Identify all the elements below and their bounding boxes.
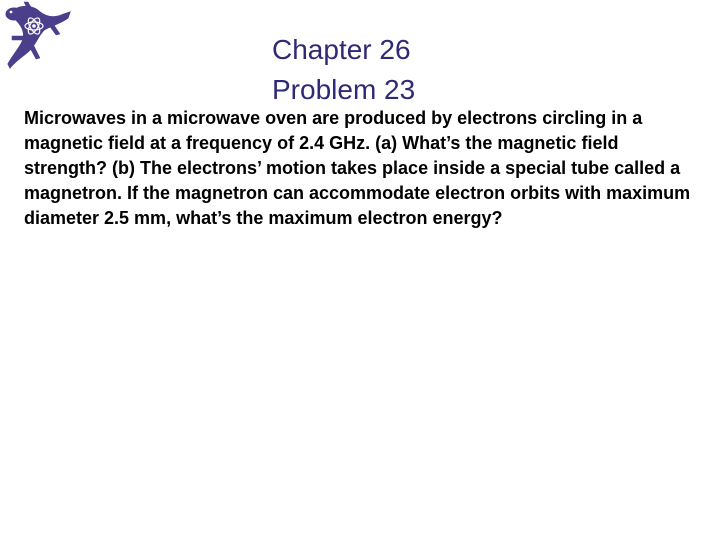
lizard-atom-logo-icon — [0, 0, 78, 78]
slide-title — [272, 30, 592, 110]
title-problem: Problem 23 — [272, 74, 416, 105]
problem-statement: Microwaves in a microwave oven are produced by electrons circling in a magnetic field at a frequency of 2.4 GHz. (a) What’s the magnetic field strength? (b) The electrons’ motion takes place inside a special tube called a magnetron. If the magnetron can accommodate electron orbits with maximum diameter 2.5 mm, what’s the maximum electron energy? — [24, 108, 691, 228]
title-chapter: Chapter 26 — [272, 34, 411, 65]
